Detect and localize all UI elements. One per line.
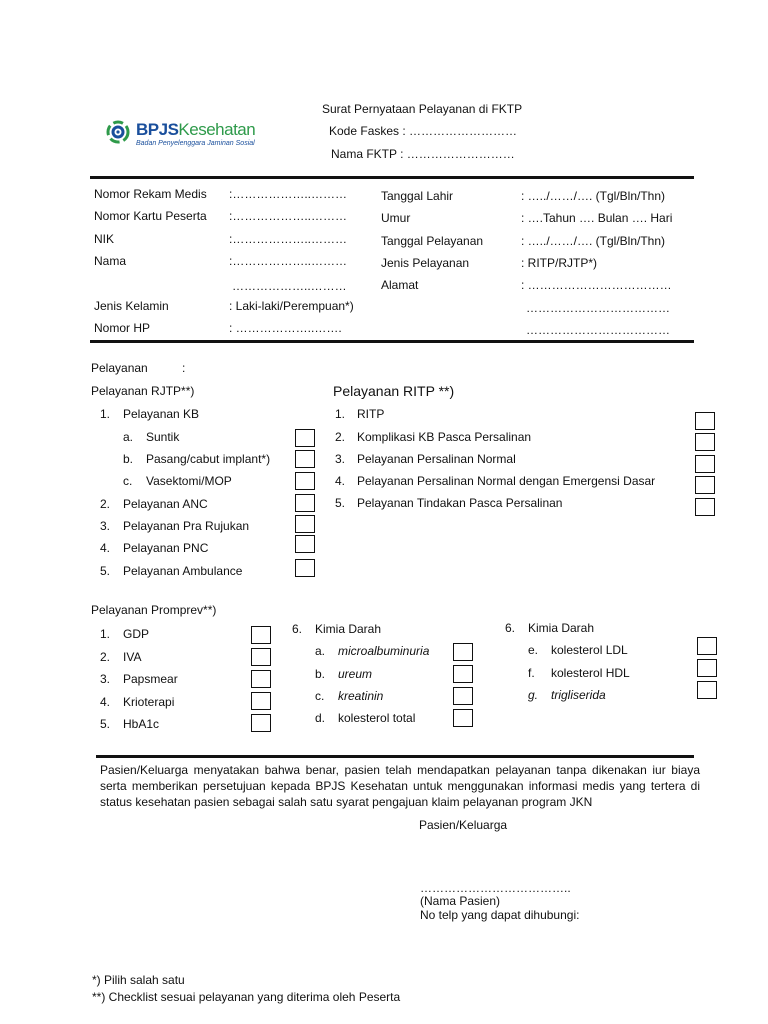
rjtp-item-kb: Pelayanan KB: [123, 407, 200, 421]
field-nomor-hp[interactable]: : ………………..…….: [229, 321, 342, 335]
kimia-a-letter: b.: [315, 667, 326, 681]
label-nama: Nama: [94, 254, 127, 268]
label-nomor-hp: Nomor HP: [94, 321, 151, 335]
kimia-a-letter: d.: [315, 711, 326, 725]
field-alamat[interactable]: : ………………………………: [521, 278, 672, 292]
checkbox-papsmear[interactable]: [251, 670, 271, 688]
field-umur[interactable]: : ….Tahun …. Bulan …. Hari: [521, 211, 673, 225]
kimia-a-letter: c.: [315, 689, 325, 703]
checkbox-iva[interactable]: [251, 648, 271, 666]
kimia-a-title: Kimia Darah: [315, 622, 382, 636]
checkbox-ldl[interactable]: [697, 637, 717, 655]
top-rule: [90, 176, 694, 179]
field-nomor-rekam-medis[interactable]: :………………..………: [229, 187, 348, 201]
checkbox-microalbuminuria[interactable]: [453, 643, 473, 661]
kimia-b-num: 6.: [505, 621, 516, 635]
checkbox-implant[interactable]: [295, 450, 315, 468]
ritp-item-emergensi: Pelayanan Persalinan Normal dengan Emergensi Dasar: [357, 474, 656, 488]
rjtp-num: 3.: [100, 519, 111, 533]
kimia-item-trigliserida: trigliserida: [551, 688, 606, 702]
rjtp-item-pra-rujukan: Pelayanan Pra Rujukan: [123, 519, 250, 533]
rjtp-num: b.: [123, 452, 134, 466]
promprev-item-krioterapi: Krioterapi: [123, 695, 175, 709]
field-nomor-kartu[interactable]: :………………..………: [229, 209, 348, 223]
checkbox-ureum[interactable]: [453, 665, 473, 683]
ritp-num: 2.: [335, 430, 346, 444]
rjtp-item-pnc: Pelayanan PNC: [123, 541, 209, 555]
label-umur: Umur: [381, 211, 411, 225]
nama-fktp: Nama FKTP : ………………………: [331, 147, 515, 161]
promprev-num: 4.: [100, 695, 111, 709]
kimia-b-letter: g.: [528, 688, 539, 702]
ritp-num: 3.: [335, 452, 346, 466]
checkbox-suntik[interactable]: [295, 429, 315, 447]
field-nik[interactable]: :………………..………: [229, 232, 348, 246]
kimia-item-microalbuminuria: microalbuminuria: [338, 644, 430, 658]
promprev-num: 3.: [100, 672, 111, 686]
field-nama[interactable]: :………………..………: [229, 254, 348, 268]
label-alamat: Alamat: [381, 278, 419, 292]
kimia-item-kolesterol-total: kolesterol total: [338, 711, 416, 725]
rjtp-item-anc: Pelayanan ANC: [123, 497, 208, 511]
kimia-item-ureum: ureum: [338, 667, 373, 681]
kimia-a-num: 6.: [292, 622, 303, 636]
checkbox-vasektomi[interactable]: [295, 472, 315, 490]
promprev-item-hba1c: HbA1c: [123, 717, 160, 731]
kode-faskes: Kode Faskes : ………………………: [329, 124, 518, 138]
rjtp-item-ambulance: Pelayanan Ambulance: [123, 564, 243, 578]
checkbox-hba1c[interactable]: [251, 714, 271, 732]
declaration-text: Pasien/Keluarga menyatakan bahwa benar, pasien telah mendapatkan pelayanan tanpa dikenakan iur biaya serta memberikan persetujuan kepada BPJS Kesehatan untuk menggunakan informasi medis yang tertera di status kesehatan pasien sebagai salah satu syarat pengajuan klaim pelayanan program JKN: [100, 763, 700, 809]
rjtp-num: c.: [123, 474, 133, 488]
field-alamat-line3[interactable]: ………………………………: [526, 323, 670, 337]
promprev-num: 5.: [100, 717, 111, 731]
checkbox-krioterapi[interactable]: [251, 692, 271, 710]
checkbox-pra-rujukan[interactable]: [295, 515, 315, 533]
document-title: Surat Pernyataan Pelayanan di FKTP: [322, 102, 523, 116]
field-tanggal-pelayanan[interactable]: : …../……/…. (Tgl/Bln/Thn): [521, 234, 666, 248]
ritp-title: Pelayanan RITP **): [333, 383, 455, 399]
kimia-a-letter: a.: [315, 644, 326, 658]
ritp-item-pasca-persalinan: Pelayanan Tindakan Pasca Persalinan: [357, 496, 563, 510]
kimia-item-kreatinin: kreatinin: [338, 689, 384, 703]
kimia-item-hdl: kolesterol HDL: [551, 666, 630, 680]
rjtp-num: 1.: [100, 407, 111, 421]
field-tanggal-lahir[interactable]: : …../……/…. (Tgl/Bln/Thn): [521, 189, 666, 203]
checkbox-kolesterol-total[interactable]: [453, 709, 473, 727]
promprev-num: 2.: [100, 650, 111, 664]
rjtp-item-implant: Pasang/cabut implant*): [146, 452, 271, 466]
label-nik: NIK: [94, 232, 115, 246]
pelayanan-colon: :: [182, 361, 186, 375]
checkbox-anc[interactable]: [295, 494, 315, 512]
promprev-item-papsmear: Papsmear: [123, 672, 178, 686]
checkbox-trigliserida[interactable]: [697, 681, 717, 699]
ritp-num: 4.: [335, 474, 346, 488]
kimia-b-letter: f.: [528, 666, 535, 680]
identity-bottom-rule: [90, 340, 694, 343]
checkbox-pasca-persalinan[interactable]: [695, 498, 715, 516]
rjtp-num: 4.: [100, 541, 111, 555]
phone-hint: No telp yang dapat dihubungi:: [420, 908, 580, 922]
logo-subtitle: Badan Penyelenggara Jaminan Sosial: [136, 140, 255, 147]
logo-brand: BPJSKesehatan: [136, 120, 256, 139]
label-tanggal-pelayanan: Tanggal Pelayanan: [381, 234, 484, 248]
checkbox-kreatinin[interactable]: [453, 687, 473, 705]
bpjs-logo-icon: [106, 120, 130, 144]
checkbox-gdp[interactable]: [251, 626, 271, 644]
kimia-item-ldl: kolesterol LDL: [551, 643, 628, 657]
field-jenis-kelamin[interactable]: : Laki-laki/Perempuan*): [229, 299, 354, 313]
label-nomor-kartu: Nomor Kartu Peserta: [94, 209, 207, 223]
label-nomor-rekam-medis: Nomor Rekam Medis: [94, 187, 207, 201]
rjtp-num: 2.: [100, 497, 111, 511]
rjtp-num: a.: [123, 430, 134, 444]
label-jenis-kelamin: Jenis Kelamin: [94, 299, 169, 313]
signature-line[interactable]: ………………………………..: [420, 881, 571, 895]
ritp-num: 5.: [335, 496, 346, 510]
checkbox-pnc[interactable]: [295, 535, 315, 553]
checkbox-emergensi[interactable]: [695, 476, 715, 494]
rjtp-title: Pelayanan RJTP**): [91, 384, 195, 398]
rjtp-num: 5.: [100, 564, 111, 578]
ritp-item-komplikasi: Komplikasi KB Pasca Persalinan: [357, 430, 532, 444]
ritp-num: 1.: [335, 407, 346, 421]
rjtp-item-suntik: Suntik: [146, 430, 180, 444]
pelayanan-label: Pelayanan: [91, 361, 148, 375]
label-tanggal-lahir: Tanggal Lahir: [381, 189, 454, 203]
footnote-1: *) Pilih salah satu: [92, 973, 185, 987]
bpjs-logo: [106, 118, 266, 154]
field-jenis-pelayanan[interactable]: : RITP/RJTP*): [521, 256, 598, 270]
checkbox-persalinan-normal[interactable]: [695, 455, 715, 473]
checkbox-komplikasi[interactable]: [695, 433, 715, 451]
signer-label: Pasien/Keluarga: [419, 818, 508, 832]
promprev-item-iva: IVA: [123, 650, 142, 664]
field-alamat-line2[interactable]: ………………………………: [526, 301, 670, 315]
checkbox-ambulance[interactable]: [295, 559, 315, 577]
declaration-rule: [96, 755, 694, 758]
promprev-item-gdp: GDP: [123, 627, 150, 641]
checkbox-hdl[interactable]: [697, 659, 717, 677]
ritp-item-persalinan-normal: Pelayanan Persalinan Normal: [357, 452, 516, 466]
footnote-2: **) Checklist sesuai pelayanan yang diterima oleh Peserta: [92, 990, 401, 1004]
nama-pasien-hint: (Nama Pasien): [420, 894, 501, 908]
label-jenis-pelayanan: Jenis Pelayanan: [381, 256, 470, 270]
field-nama-line2[interactable]: ………………..………: [232, 279, 347, 293]
checkbox-ritp[interactable]: [695, 412, 715, 430]
promprev-num: 1.: [100, 627, 111, 641]
kimia-b-title: Kimia Darah: [528, 621, 595, 635]
ritp-item-ritp: RITP: [357, 407, 385, 421]
kimia-b-letter: e.: [528, 643, 539, 657]
promprev-title: Pelayanan Promprev**): [91, 603, 217, 617]
rjtp-item-vasektomi: Vasektomi/MOP: [146, 474, 232, 488]
